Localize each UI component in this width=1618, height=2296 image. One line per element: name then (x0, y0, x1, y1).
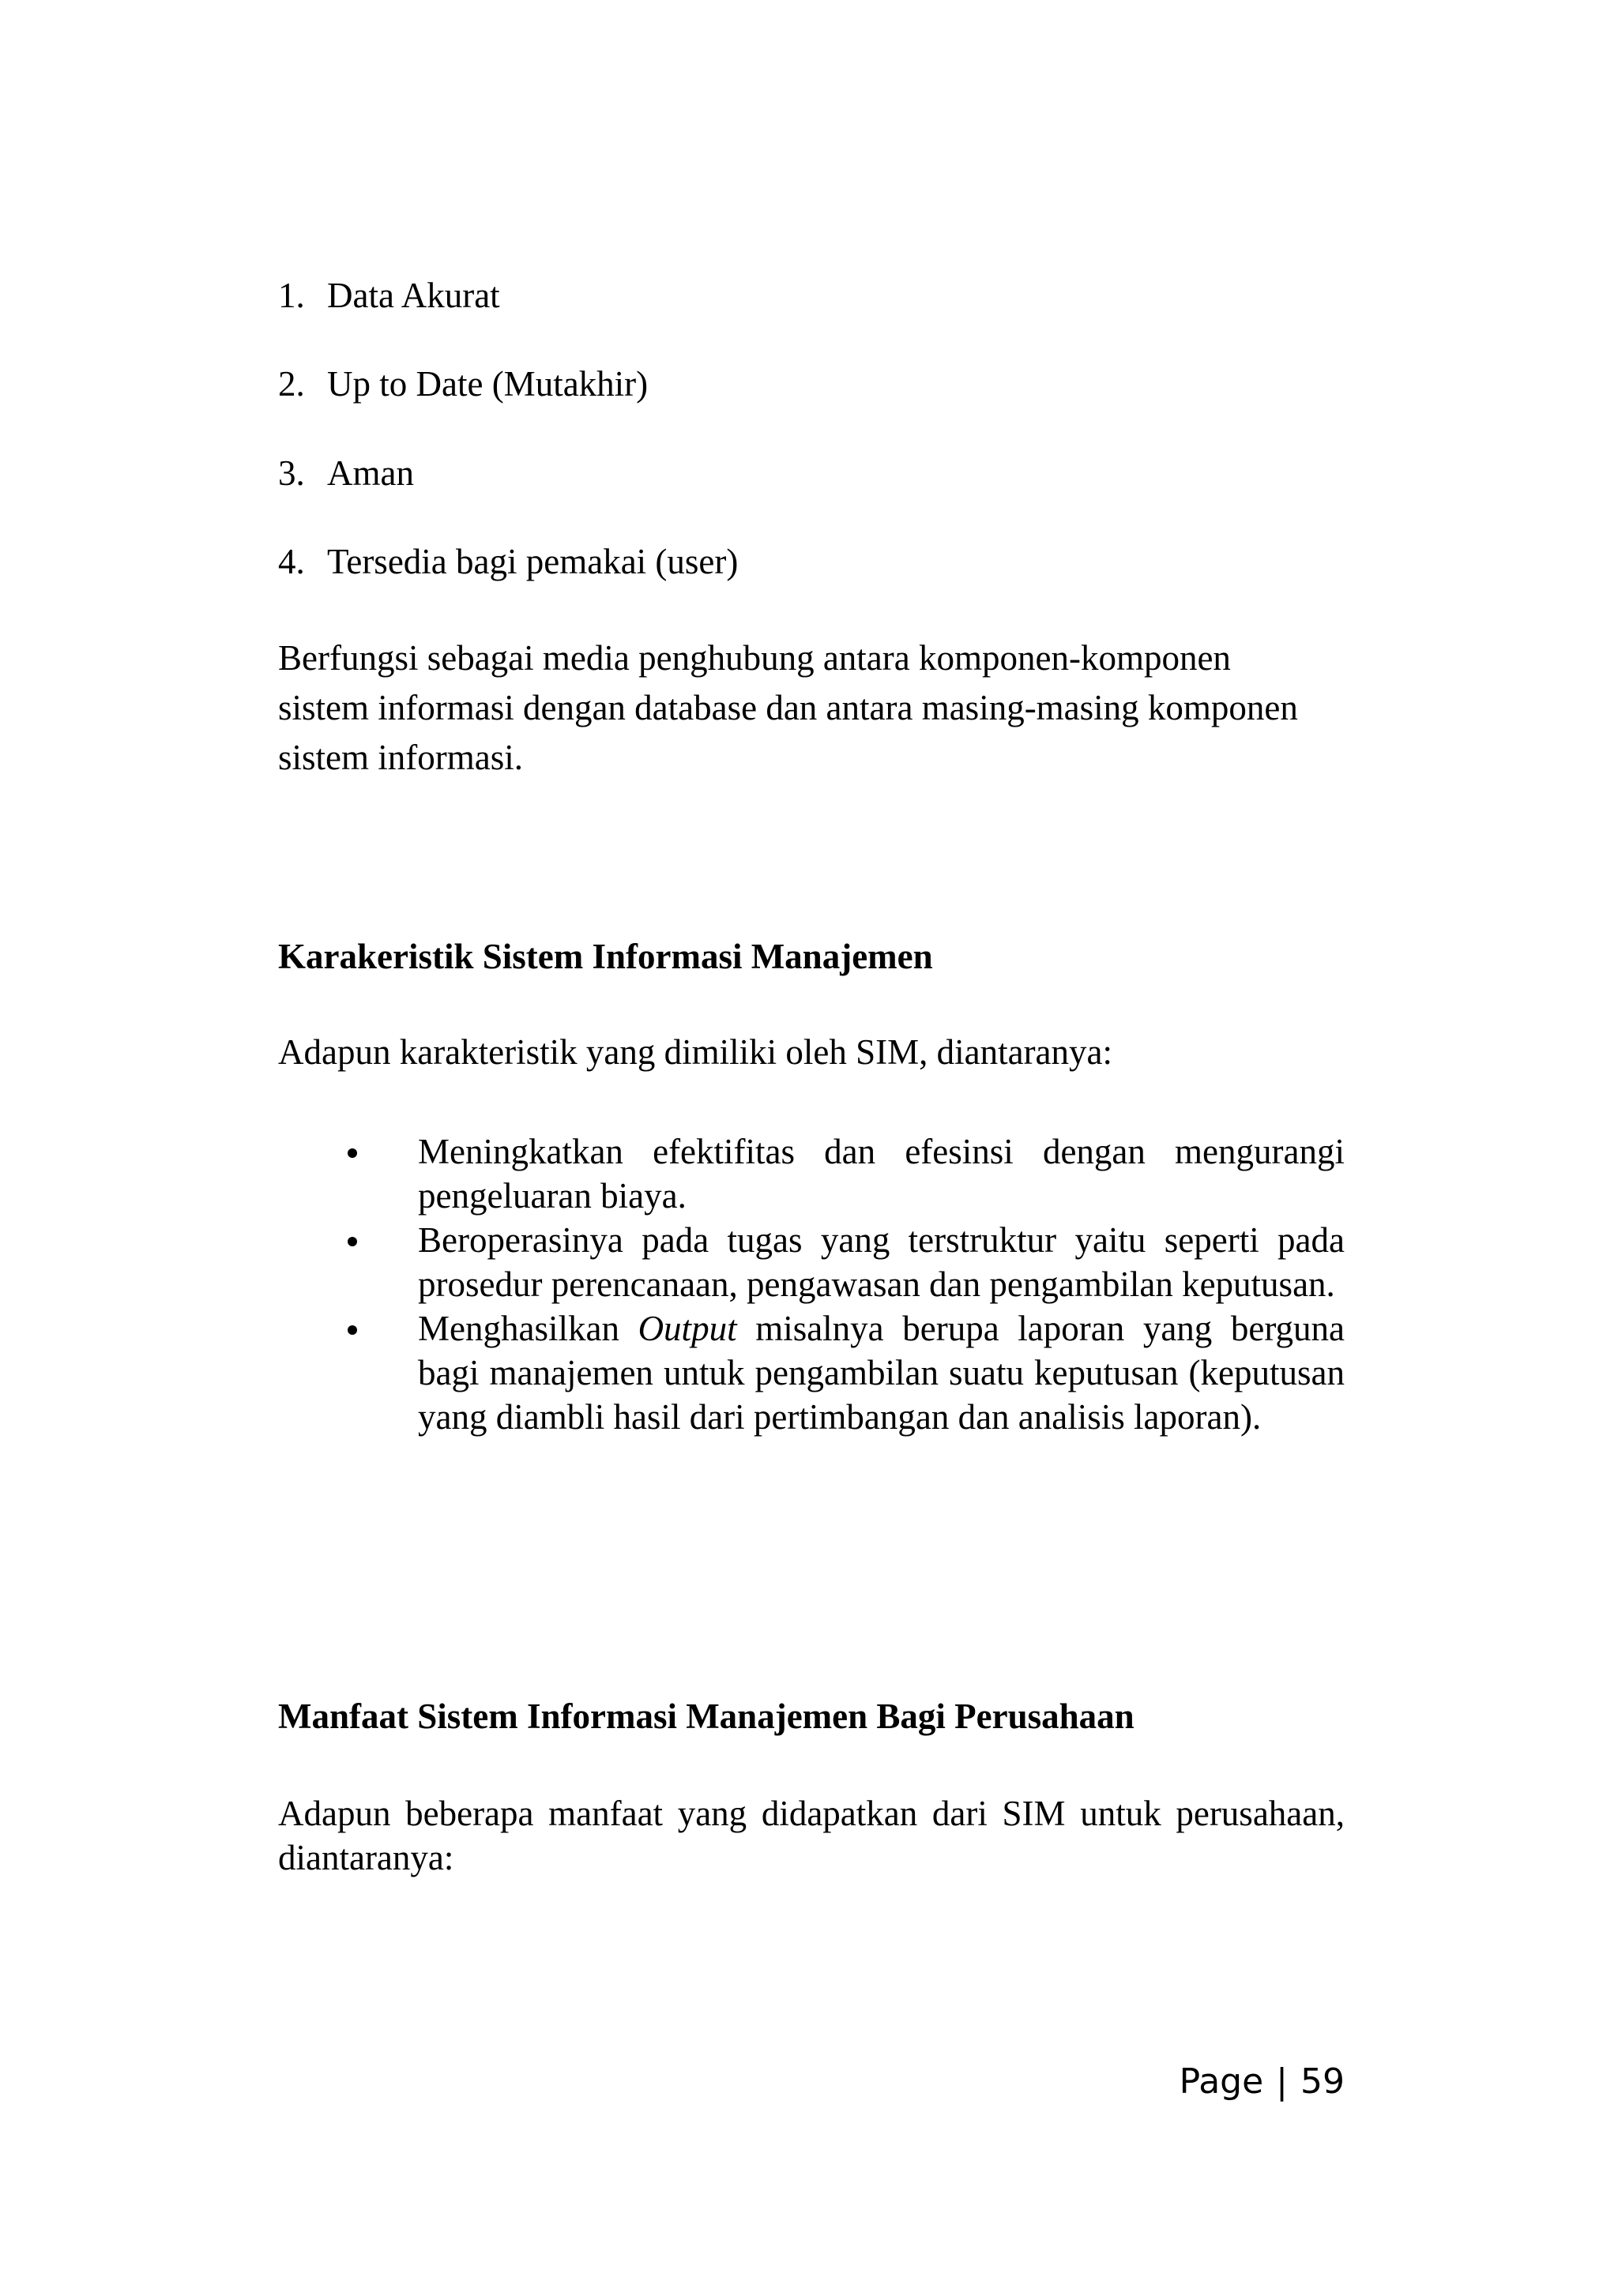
numbered-item-1 (278, 273, 500, 318)
bullet-text-pre: Menghasilkan (418, 1309, 619, 1348)
item-text: Up to Date (Mutakhir) (327, 364, 649, 404)
page-label: Page (1179, 2061, 1264, 2102)
bullet-item (278, 1218, 1345, 1306)
item-text: Tersedia bagi pemakai (user) (327, 542, 739, 581)
bullet-text-post: misalnya berupa laporan yang berguna bagi manajemen untuk pengambilan suatu keputusan (keputusan yang diambli hasil dari pertimbangan dan analisis laporan). (418, 1309, 1345, 1437)
numbered-item-4 (278, 539, 738, 584)
bullet-list (278, 1129, 1345, 1439)
bullet-marker (348, 1237, 357, 1246)
bullet-marker (348, 1148, 357, 1158)
item-number: 1. (278, 276, 305, 315)
section-intro-karakteristik: Adapun karakteristik yang dimiliki oleh SIM, diantaranya: (278, 1032, 1113, 1072)
item-number: 4. (278, 542, 305, 581)
item-text: Data Akurat (327, 276, 500, 315)
bullet-text: Meningkatkan efektifitas dan efesinsi dengan mengurangi pengeluaran biaya. (418, 1132, 1345, 1216)
section-heading-manfaat: Manfaat Sistem Informasi Manajemen Bagi Perusahaan (278, 1697, 1134, 1736)
item-text: Aman (327, 453, 414, 493)
section-intro-manfaat: Adapun beberapa manfaat yang didapatkan dari SIM untuk perusahaan, diantaranya: (278, 1794, 1345, 1877)
section-heading-karakteristik: Karakeristik Sistem Informasi Manajemen (278, 937, 933, 976)
item-number: 2. (278, 364, 305, 404)
numbered-item-3 (278, 451, 414, 495)
numbered-item-2 (278, 362, 648, 406)
page-separator: | (1276, 2061, 1288, 2102)
page-number: 59 (1300, 2061, 1345, 2102)
bullet-text-emphasis: Output (638, 1309, 737, 1348)
bullet-item (278, 1129, 1345, 1218)
bullet-text: Beroperasinya pada tugas yang terstruktur yaitu seperti pada prosedur perencanaan, pengawasan dan pengambilan keputusan. (418, 1220, 1345, 1304)
bullet-marker (348, 1325, 357, 1335)
intro-paragraph: Berfungsi sebagai media penghubung antara komponen-komponen sistem informasi dengan database dan antara masing-masing komponen sistem informasi. (278, 638, 1298, 777)
item-number: 3. (278, 453, 305, 493)
bullet-item (278, 1306, 1345, 1439)
page-number-footer (1180, 2058, 1345, 2106)
